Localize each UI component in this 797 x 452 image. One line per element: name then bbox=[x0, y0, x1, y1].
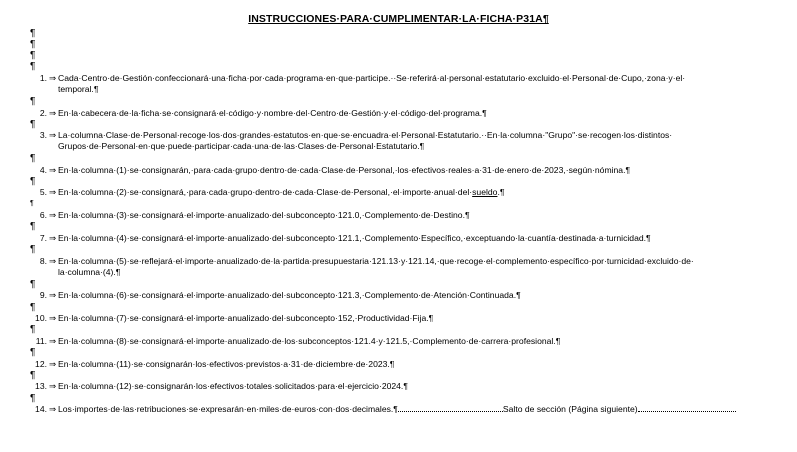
item-text bbox=[58, 404, 790, 415]
item-number: 11. bbox=[35, 336, 47, 346]
item-text: En·la·columna·(11)·se·consignarán·los·efectivos·previstos·a·31·de·diciembre·de·2023.¶ bbox=[58, 359, 395, 369]
item-number: 9. bbox=[39, 290, 47, 300]
instruction-item-11[interactable] bbox=[30, 336, 790, 347]
tab-arrow-icon: ⇒ bbox=[49, 187, 57, 197]
tab-arrow-icon: ⇒ bbox=[49, 256, 57, 266]
empty-paragraph-mark: ¶ bbox=[30, 96, 36, 107]
item-text: En·la·columna·(5)·se·reflejará·el·importe·anualizado·de·la·partida·presupuestaria·121.13·y·121.14,·que·recoge·el·complemento·específico·por·turnicidad·excluido·de· bbox=[58, 256, 694, 266]
empty-paragraph-mark: ¶ bbox=[30, 50, 36, 61]
empty-paragraph-mark: ¶ bbox=[30, 244, 36, 255]
item-number: 4. bbox=[39, 165, 47, 175]
item-text: En·la·columna·(1)·se·consignarán,·para·cada·grupo·dentro·de·cada·Clase·de·Personal,·los·efectivos·reales·a·31·de·enero·de·2023,·según·nómina.¶ bbox=[58, 165, 631, 175]
section-break-rule-left bbox=[398, 405, 503, 412]
section-break-label: Salto de sección (Página siguiente) bbox=[502, 404, 638, 414]
underlined-word: sueldo bbox=[472, 187, 498, 197]
instruction-item-4[interactable] bbox=[30, 165, 790, 176]
empty-paragraph-mark: ¶ bbox=[30, 324, 36, 335]
instruction-item-2[interactable] bbox=[30, 108, 790, 119]
empty-paragraph-mark: ¶ bbox=[30, 61, 36, 72]
instruction-item-6[interactable] bbox=[30, 210, 790, 221]
item-text-continued: temporal.¶ bbox=[58, 84, 99, 94]
item-text: En·la·columna·(4)·se·consignará·el·importe·anualizado·del·subconcepto·121.1,·Complemento·Específico,·exceptuando·la·cuantía·destinada·a·turnicidad.¶ bbox=[58, 233, 651, 243]
instruction-item-5[interactable] bbox=[30, 187, 790, 198]
item-number: 3. bbox=[39, 130, 47, 140]
tab-arrow-icon: ⇒ bbox=[49, 381, 57, 391]
item-text: La·columna·Clase·de·Personal·recoge·los·dos·grandes·estatutos·en·que·se·encuadra·el·Personal·Estatutario.··En·la·columna·"Grupo"·se·recogen·los·distintos· bbox=[58, 130, 673, 140]
tab-arrow-icon: ⇒ bbox=[49, 313, 57, 323]
instruction-item-8[interactable] bbox=[30, 256, 790, 278]
empty-paragraph-mark: ¶ bbox=[30, 119, 36, 130]
empty-paragraph-mark: ¶ bbox=[30, 347, 36, 358]
item-number: 8. bbox=[39, 256, 47, 266]
item-text-continued: Grupos·de·Personal·en·que·puede·participar·cada·una·de·las·Clases·de·Personal·Estatutario.¶ bbox=[58, 141, 425, 151]
item-number: 7. bbox=[39, 233, 47, 243]
item-number: 5. bbox=[39, 187, 47, 197]
item-number: 1. bbox=[39, 73, 47, 83]
tab-arrow-icon: ⇒ bbox=[49, 336, 57, 346]
empty-paragraph-mark: ¶ bbox=[30, 200, 34, 207]
empty-paragraph-mark: ¶ bbox=[30, 153, 36, 164]
tab-arrow-icon: ⇒ bbox=[49, 233, 57, 243]
item-number: 10. bbox=[35, 313, 47, 323]
instruction-item-10[interactable] bbox=[30, 313, 790, 324]
tab-arrow-icon: ⇒ bbox=[49, 404, 57, 414]
instruction-item-14[interactable] bbox=[30, 404, 790, 415]
item-text: En·la·columna·(8)·se·consignará·el·importe·anualizado·de·los·subconceptos·121.4·y·121.5,·Complemento·de·carrera·profesional.¶ bbox=[58, 336, 561, 346]
item-text-part: En·la·columna·(2)·se·consignará,·para·cada·grupo·dentro·de·cada·Clase·de·Personal,·el·importe·anual·del· bbox=[58, 187, 473, 197]
item-text bbox=[58, 187, 790, 198]
empty-paragraph-mark: ¶ bbox=[30, 279, 36, 290]
tab-arrow-icon: ⇒ bbox=[49, 290, 57, 300]
empty-paragraph-mark: ¶ bbox=[30, 39, 36, 50]
item-number: 12. bbox=[35, 359, 47, 369]
item-number: 14. bbox=[35, 404, 47, 414]
instruction-item-3[interactable] bbox=[30, 130, 790, 152]
item-text-part: Los·importes·de·las·retribuciones·se·expresarán·en·miles·de·euros·con·dos·decimales.¶ bbox=[58, 404, 398, 414]
item-text: En·la·columna·(6)·se·consignará·el·importe·anualizado·del·subconcepto·121.3,·Complemento·de·Atención·Continuada.¶ bbox=[58, 290, 521, 300]
empty-paragraph-mark: ¶ bbox=[30, 302, 36, 313]
item-text: En·la·columna·(7)·se·consignará·el·importe·anualizado·del·subconcepto·152,·Productividad·Fija.¶ bbox=[58, 313, 434, 323]
item-number: 6. bbox=[39, 210, 47, 220]
instruction-item-7[interactable] bbox=[30, 233, 790, 244]
instruction-item-1[interactable] bbox=[30, 73, 790, 95]
item-text: En·la·columna·(3)·se·consignará·el·importe·anualizado·del·subconcepto·121.0,·Complemento·de·Destino.¶ bbox=[58, 210, 470, 220]
empty-paragraph-mark: ¶ bbox=[30, 176, 36, 187]
empty-paragraph-mark: ¶ bbox=[30, 370, 36, 381]
tab-arrow-icon: ⇒ bbox=[49, 359, 57, 369]
item-text: Cada·Centro·de·Gestión·confeccionará·una·ficha·por·cada·programa·en·que·participe.··Se·referirá·al·personal·estatutario·excluido·el·Personal·de·Cupo,·zona·y·el· bbox=[58, 73, 686, 83]
empty-paragraph-mark: ¶ bbox=[30, 393, 36, 404]
tab-arrow-icon: ⇒ bbox=[49, 210, 57, 220]
instruction-item-9[interactable] bbox=[30, 290, 790, 301]
tab-arrow-icon: ⇒ bbox=[49, 73, 57, 83]
instruction-item-13[interactable] bbox=[30, 381, 790, 392]
item-text: En·la·cabecera·de·la·ficha·se·consignará·el·código·y·nombre·del·Centro·de·Gestión·y·el·código·del·programa.¶ bbox=[58, 108, 487, 118]
section-break-rule-right bbox=[638, 405, 736, 412]
item-number: 2. bbox=[39, 108, 47, 118]
empty-paragraph-mark: ¶ bbox=[30, 28, 36, 39]
tab-arrow-icon: ⇒ bbox=[49, 165, 57, 175]
tab-arrow-icon: ⇒ bbox=[49, 130, 57, 140]
empty-paragraph-mark: ¶ bbox=[30, 221, 36, 232]
document-title: INSTRUCCIONES·PARA·CUMPLIMENTAR·LA·FICHA·P31A¶ bbox=[248, 13, 549, 25]
item-text: En·la·columna·(12)·se·consignarán·los·efectivos·totales·solicitados·para·el·ejercicio·2024.¶ bbox=[58, 381, 408, 391]
item-text-part: .¶ bbox=[497, 187, 505, 197]
item-text-continued: la·columna·(4).¶ bbox=[58, 267, 121, 277]
tab-arrow-icon: ⇒ bbox=[49, 108, 57, 118]
item-number: 13. bbox=[35, 381, 47, 391]
instruction-item-12[interactable] bbox=[30, 359, 790, 370]
